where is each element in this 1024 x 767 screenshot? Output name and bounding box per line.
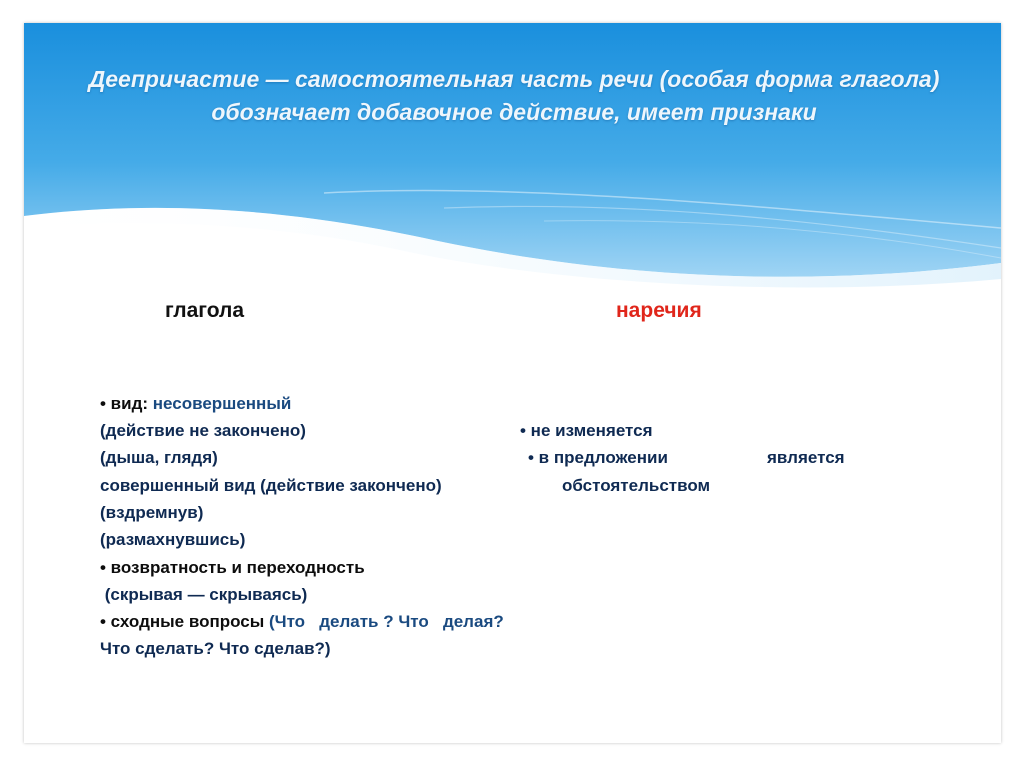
adverb-in-sentence: • в предложении xyxy=(528,448,668,467)
reflexivity-example: (скрывая — скрываясь) xyxy=(100,585,308,604)
slide xyxy=(24,23,1001,743)
aspect-imperfective: несовершенный xyxy=(148,394,292,413)
adverb-circumstance: обстоятельством xyxy=(562,476,711,495)
verb-column-heading: глагола xyxy=(165,299,245,322)
perfective-example-1: (вздремнув) xyxy=(100,503,204,522)
questions-part1: (Что делать ? Что делая? xyxy=(264,612,504,631)
slide-title: Деепричастие — самостоятельная часть речи (особая форма глагола) обозначает добавочное действие, имеет признаки xyxy=(88,66,940,125)
imperfective-meaning: (действие не закончено) xyxy=(100,421,306,440)
aspect-line xyxy=(100,394,291,414)
perfective-aspect: совершенный вид (действие закончено) xyxy=(100,476,442,495)
questions-label: • сходные вопросы xyxy=(100,612,265,631)
aspect-label: • вид: xyxy=(100,394,149,413)
adverb-unchangeable: • не изменяется xyxy=(520,421,653,440)
reflexivity-label: • возвратность и переходность xyxy=(100,558,365,577)
imperfective-examples: (дыша, глядя) xyxy=(100,448,218,467)
questions-part2: Что сделать? Что сделав?) xyxy=(100,639,331,658)
adverb-is: является xyxy=(767,448,845,467)
questions-line xyxy=(100,612,504,632)
adverb-column-heading: наречия xyxy=(616,299,702,322)
perfective-example-2: (размахнувшись) xyxy=(100,530,246,549)
